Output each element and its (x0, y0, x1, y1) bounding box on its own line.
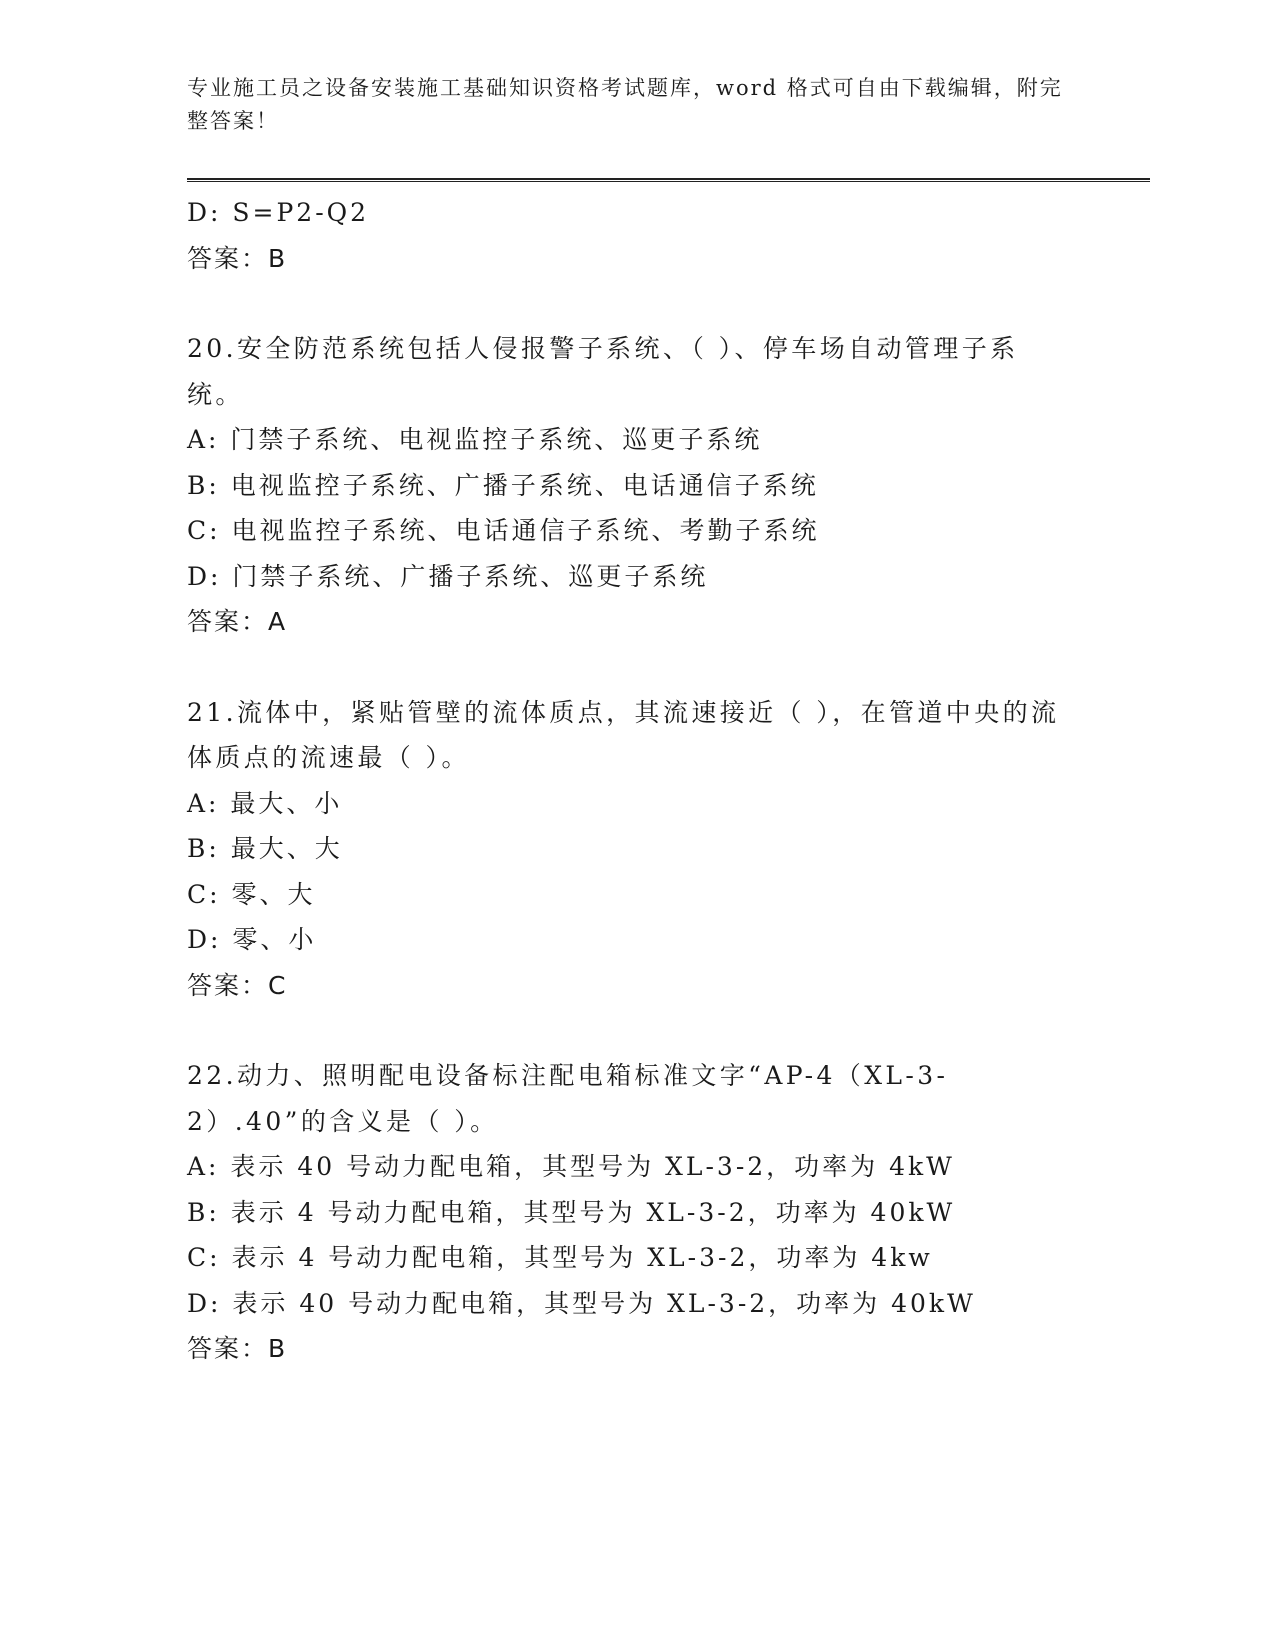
option-b: B: 最大、大 (187, 834, 343, 863)
option-c: C: 表示 4 号动力配电箱，其型号为 XL-3-2，功率为 4kw (187, 1243, 933, 1272)
option-d: D: 零、小 (187, 925, 317, 954)
answer-line: 答案：B (187, 243, 288, 273)
option-d: D: S=P2-Q2 (187, 198, 370, 227)
option-d: D: 门禁子系统、广播子系统、巡更子系统 (187, 561, 709, 591)
question-block (187, 326, 1087, 645)
answer-line: 答案：B (187, 1334, 288, 1363)
header-divider (187, 178, 1150, 182)
spacer (187, 1008, 1087, 1053)
option-b: B: 表示 4 号动力配电箱，其型号为 XL-3-2，功率为 40kW (187, 1197, 956, 1227)
question-stem: 20.安全防范系统包括人侵报警子系统、（ ）、停车场自动管理子系统。 (187, 334, 1019, 409)
option-c: C: 零、大 (187, 879, 316, 909)
answer-line: 答案：C (187, 970, 288, 1000)
option-d: D: 表示 40 号动力配电箱，其型号为 XL-3-2，功率为 40kW (187, 1288, 976, 1318)
question-stem: 21.流体中，紧贴管壁的流体质点，其流速接近（ ），在管道中央的流体质点的流速最（ ）。 (187, 697, 1060, 772)
spacer (187, 281, 1087, 326)
question-block (187, 690, 1087, 1009)
question-stem: 22.动力、照明配电设备标注配电箱标准文字“AP-4（XL-3-2）.40”的含义是（ ）。 (187, 1061, 949, 1136)
page-header: 专业施工员之设备安装施工基础知识资格考试题库，word 格式可自由下载编辑，附完整答案！ (187, 76, 1063, 133)
option-b: B: 电视监控子系统、广播子系统、电话通信子系统 (187, 470, 819, 500)
option-a: A: 门禁子系统、电视监控子系统、巡更子系统 (187, 425, 763, 454)
question-list (187, 190, 1087, 1372)
spacer (187, 645, 1087, 690)
answer-line: 答案：A (187, 607, 288, 636)
option-a: A: 表示 40 号动力配电箱，其型号为 XL-3-2，功率为 4kW (187, 1152, 955, 1181)
option-a: A: 最大、小 (187, 788, 343, 818)
question-block (187, 1053, 1087, 1372)
option-c: C: 电视监控子系统、电话通信子系统、考勤子系统 (187, 516, 820, 545)
